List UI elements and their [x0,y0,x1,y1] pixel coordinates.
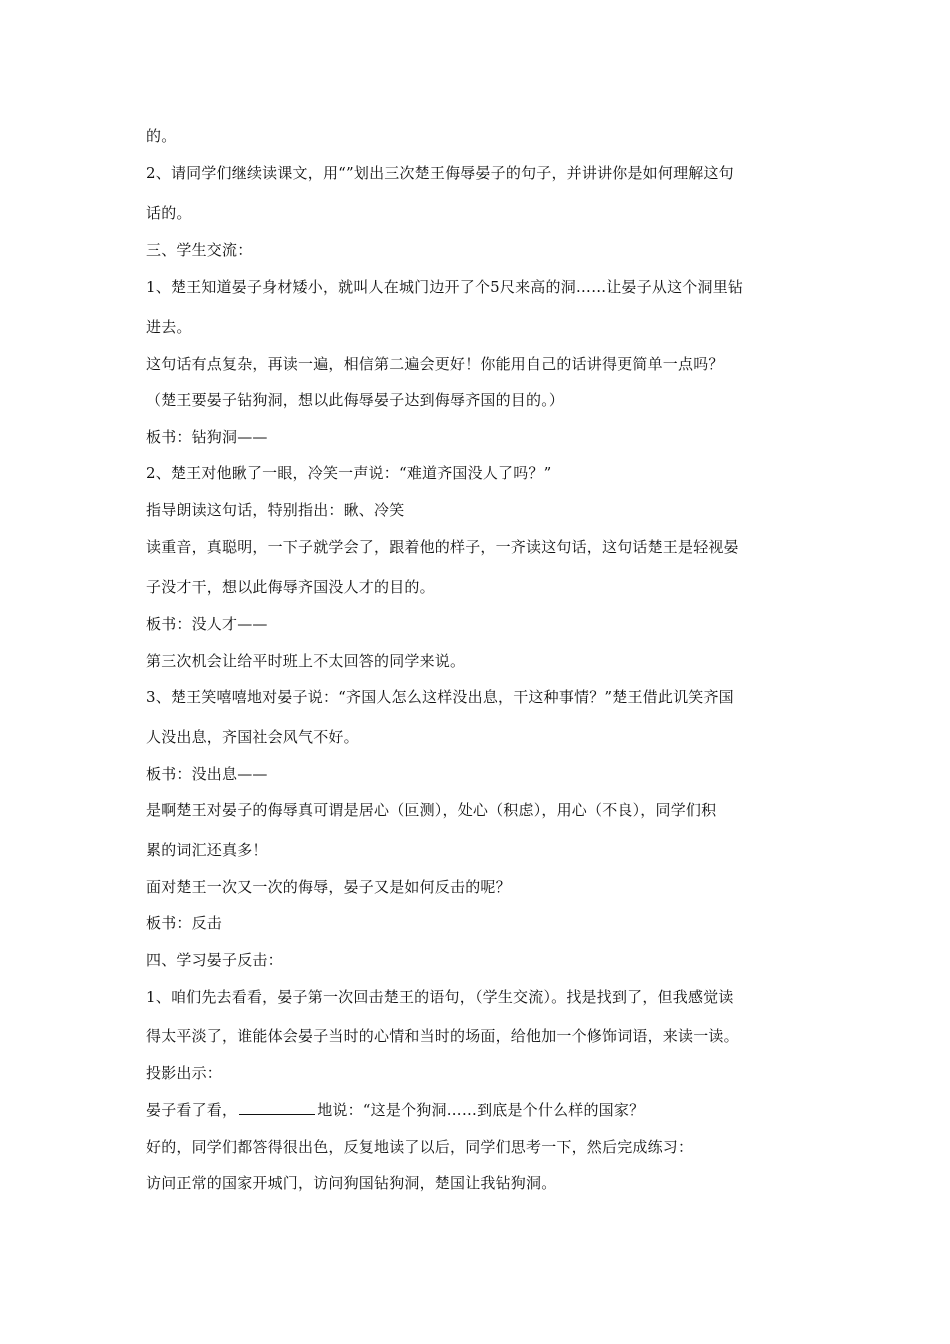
text-line: 得太平淡了，谁能体会晏子当时的心情和当时的场面，给他加一个修饰词语，来读一读。 [146,1027,739,1045]
board-note: 板书：钻狗洞—— [146,428,268,446]
text-line: 好的，同学们都答得很出色，反复地读了以后，同学们思考一下，然后完成练习： [146,1138,694,1156]
text-line: 1、咱们先去看看，晏子第一次回击楚王的语句，（学生交流）。找是找到了，但我感觉读 [146,988,734,1006]
text-line: 这句话有点复杂，再读一遍，相信第二遍会更好！你能用自己的话讲得更简单一点吗？ [146,355,724,373]
text-line: 进去。 [146,318,192,336]
text-line: 话的。 [146,204,192,222]
text-line: 3、楚王笑嘻嘻地对晏子说：“齐国人怎么这样没出息，干这种事情？”楚王借此讥笑齐国 [146,688,734,706]
board-note: 板书：没人才—— [146,615,268,633]
text-line: 1、楚王知道晏子身材矮小，就叫人在城门边开了个5尺来高的洞……让晏子从这个洞里钻 [146,278,744,296]
board-note: 板书：反击 [146,914,223,932]
text-line: 访问正常的国家开城门，访问狗国钻狗洞，楚国让我钻狗洞。 [146,1174,557,1192]
text-line: 2、请同学们继续读课文，用“”划出三次楚王侮辱晏子的句子，并讲讲你是如何理解这句 [146,164,734,182]
section-heading: 三、学生交流： [146,241,253,259]
text-line: （楚王要晏子钻狗洞，想以此侮辱晏子达到侮辱齐国的目的。） [146,391,565,409]
text-line: 2、楚王对他瞅了一眼，冷笑一声说：“难道齐国没人了吗？” [146,464,552,482]
text-line: 人没出息，齐国社会风气不好。 [146,728,359,746]
text-line: 读重音，真聪明，一下子就学会了，跟着他的样子，一齐读这句话，这句话楚王是轻视晏 [146,538,739,556]
section-heading: 四、学习晏子反击： [146,951,283,969]
text-line: 累的词汇还真多！ [146,841,268,859]
board-note: 板书：没出息—— [146,765,268,783]
text-line: 子没才干，想以此侮辱齐国没人才的目的。 [146,578,435,596]
fill-in-line [146,1100,814,1120]
text-line: 面对楚王一次又一次的侮辱，晏子又是如何反击的呢？ [146,878,511,896]
text-line: 是啊楚王对晏子的侮辱真可谓是居心（叵测），处心（积虑），用心（不良），同学们积 [146,801,717,819]
text-line: 投影出示： [146,1064,223,1082]
fill-in-suffix: 地说：“这是个狗洞……到底是个什么样的国家？ [317,1101,645,1119]
fill-in-prefix: 晏子看了看， [146,1101,238,1119]
text-line: 指导朗读这句话，特别指出：瞅、冷笑 [146,501,405,519]
fill-in-blank [239,1100,315,1115]
text-line: 第三次机会让给平时班上不太回答的同学来说。 [146,652,466,670]
text-line: 的。 [146,127,177,145]
